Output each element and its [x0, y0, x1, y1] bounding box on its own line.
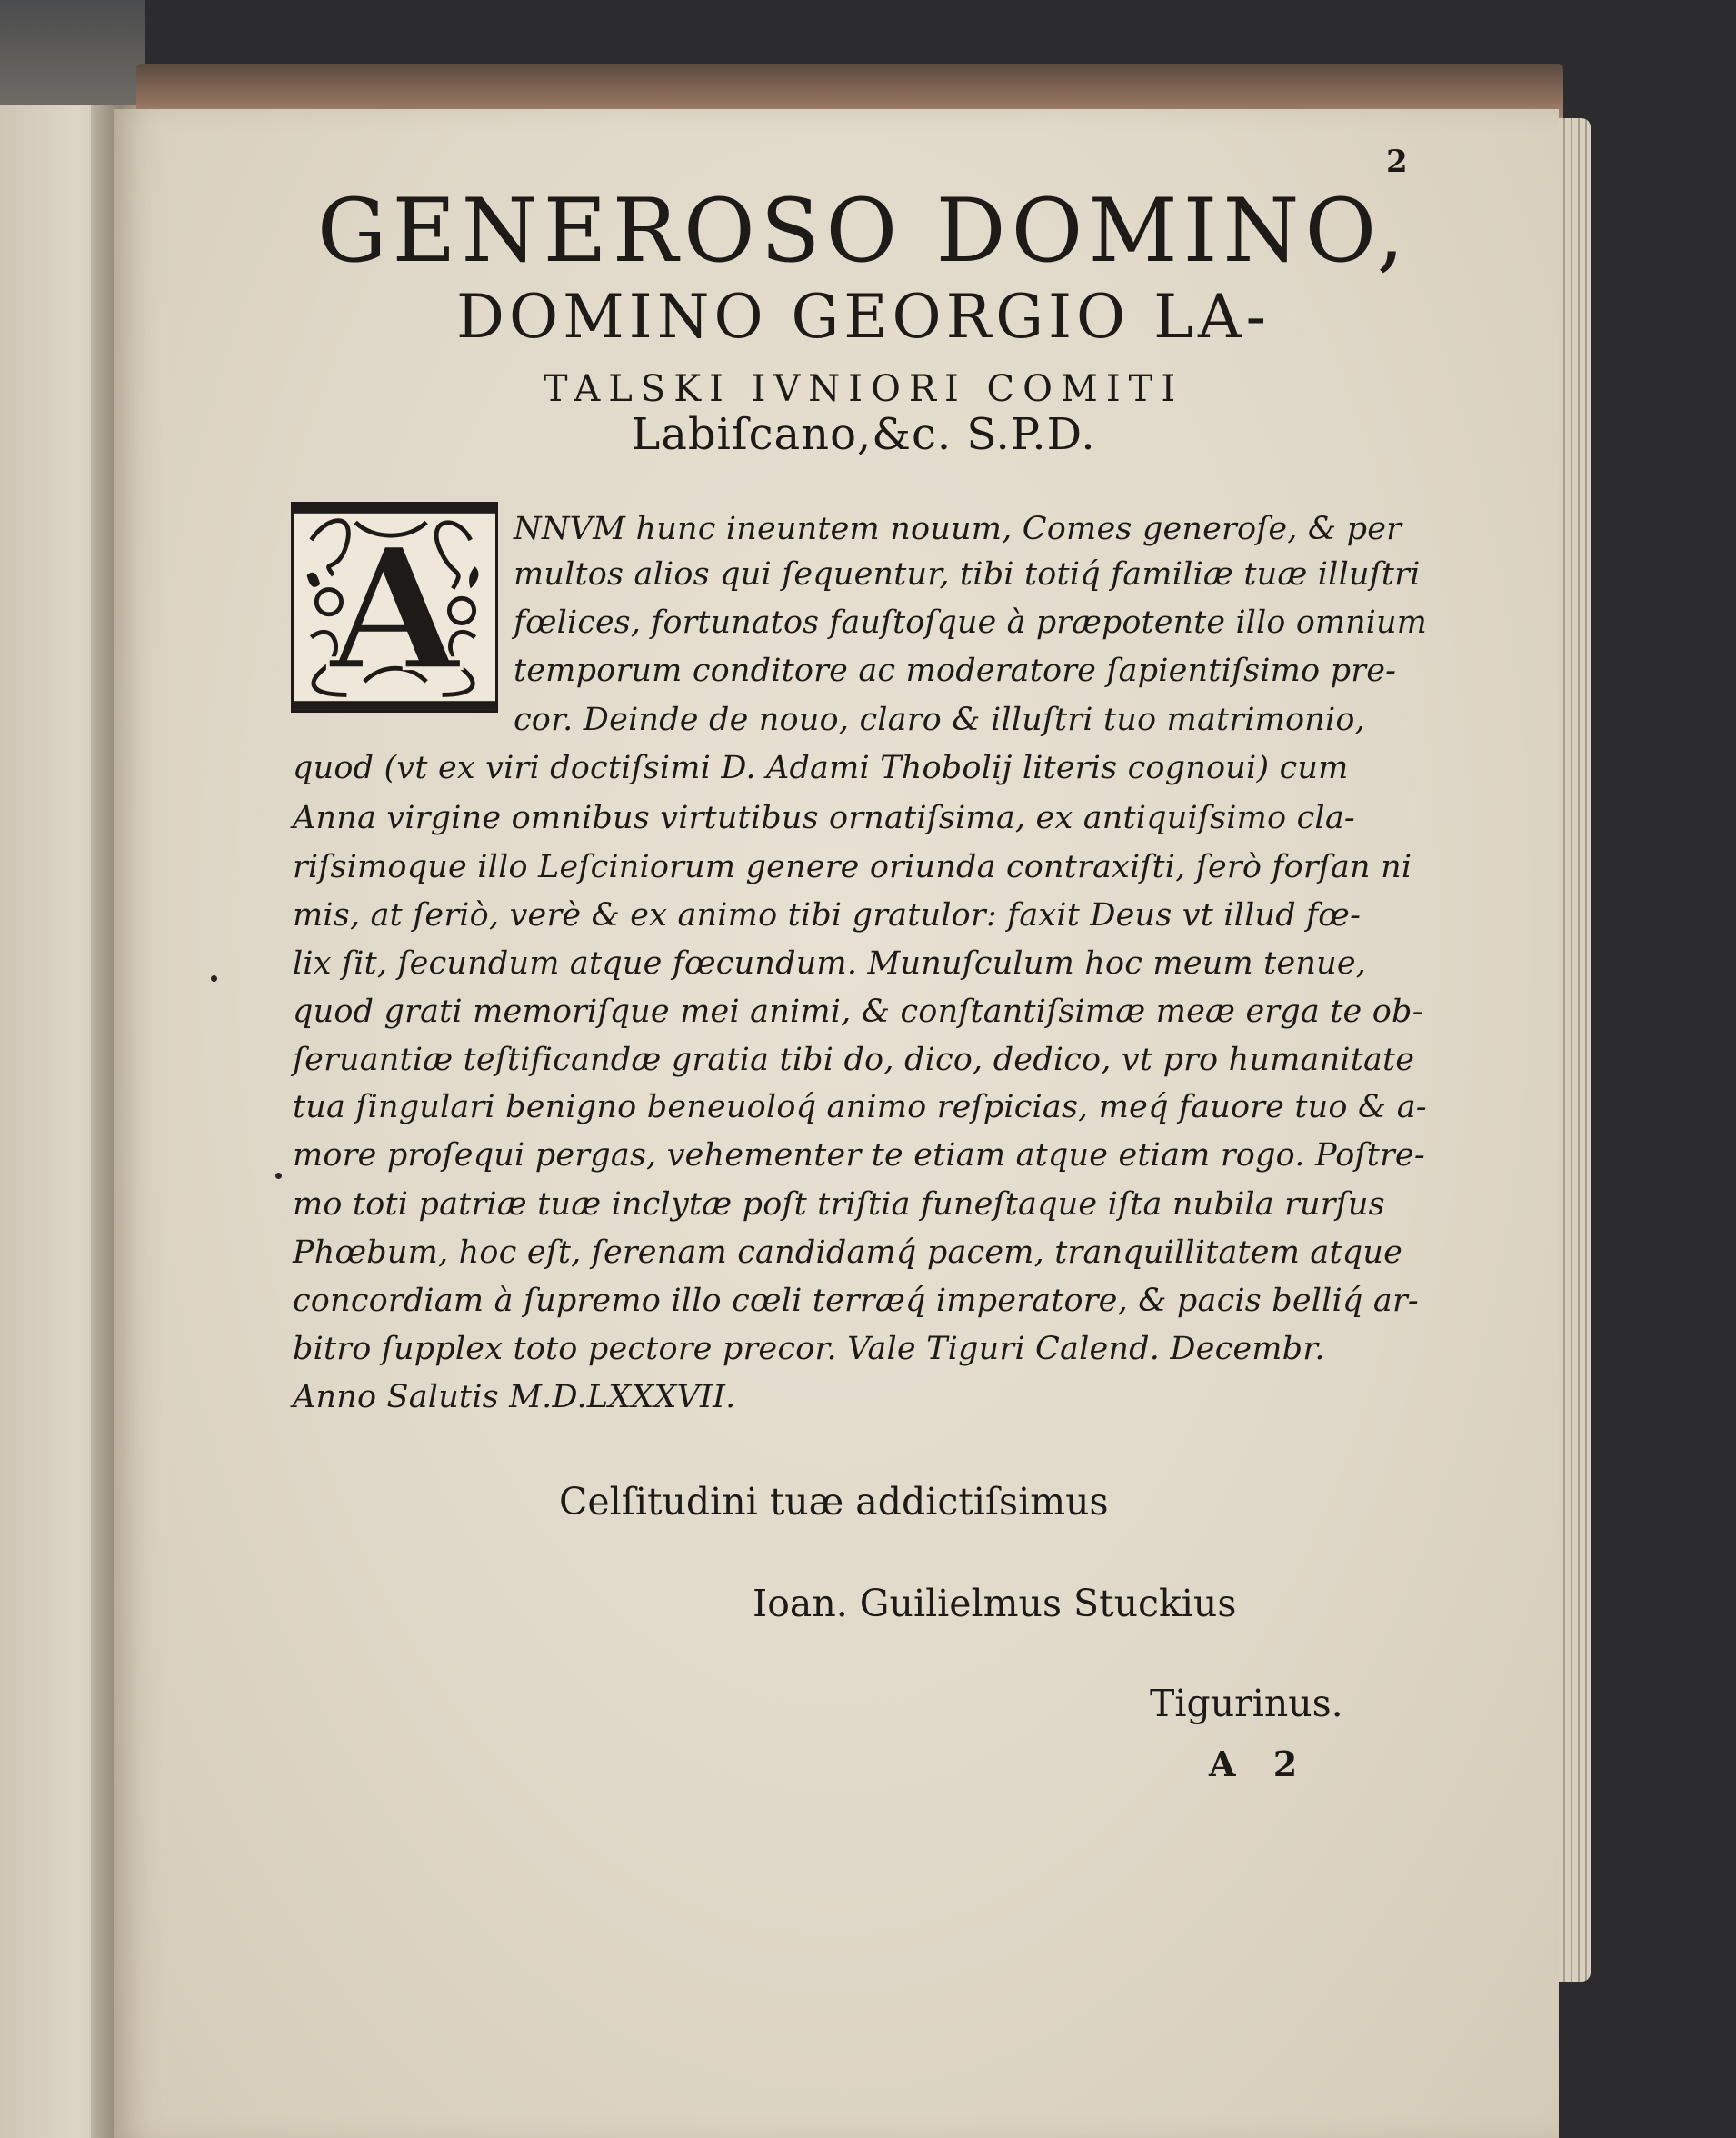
margin-dot — [275, 1173, 282, 1179]
body-line: NNVM hunc ineuntem nouum, Comes generoſe, & per — [514, 511, 1402, 547]
body-line: riſsimoque illo Leſciniorum genere oriunda contraxiſti, ſerò forſan ni — [293, 849, 1412, 885]
margin-dot — [211, 975, 217, 982]
body-line: fœlices, fortunatos fauſtoſque à præpotente illo omnium — [514, 604, 1427, 641]
body-line: quod (vt ex viri doctiſsimi D. Adami Thobolij literis cognoui) cum — [293, 750, 1349, 786]
page-number: 2 — [1386, 144, 1408, 180]
body-line: concordiam à ſupremo illo cœli terræq́ imperatore, & pacis belliq́ ar- — [293, 1283, 1419, 1319]
body-line: cor. Deinde de nouo, claro & illuſtri tuo matrimonio, — [514, 702, 1365, 738]
decorated-initial — [291, 502, 498, 713]
ornament-icon — [294, 505, 495, 710]
body-line: Anna virgine omnibus virtutibus ornatiſsima, ex antiquiſsimo cla- — [293, 800, 1355, 836]
closing-line-2: Ioan. Guilielmus Stuckius — [753, 1582, 1237, 1625]
body-line: more proſequi pergas, vehementer te etiam atque etiam rogo. Poſtre- — [293, 1137, 1425, 1174]
signature-mark: A 2 — [1209, 1743, 1311, 1784]
closing-line-3: Tigurinus. — [1150, 1682, 1343, 1725]
body-line: multos alios qui ſequentur, tibi totiq́ familiæ tuæ illuſtri — [514, 556, 1421, 593]
body-line: tua ſingulari benigno beneuoloq́ animo reſpicias, meq́ fauore tuo & a- — [293, 1089, 1427, 1125]
body-line: Anno Salutis M.D.LXXXVII. — [293, 1379, 736, 1415]
body-line: quod grati memoriſque mei animi, & conſtantiſsimæ meæ erga te ob- — [293, 994, 1423, 1030]
book-cover-corner — [0, 0, 145, 109]
body-line: ſeruantiæ teſtificandæ gratia tibi do, dico, dedico, vt pro humanitate — [293, 1042, 1415, 1078]
heading-line-2: DOMINO GEORGIO LA- — [456, 282, 1271, 352]
body-line: temporum conditore ac moderatore ſapientiſsimo pre- — [514, 653, 1397, 689]
svg-text:A: A — [329, 510, 460, 709]
closing-line-1: Celſitudini tuæ addictiſsimus — [559, 1480, 1109, 1524]
body-line: bitro ſupplex toto pectore precor. Vale Tiguri Calend. Decembr. — [293, 1331, 1325, 1367]
heading-line-4: Labiſcano,&c. S.P.D. — [631, 409, 1096, 460]
body-line: mis, at ſeriò, verè & ex animo tibi gratulor: faxit Deus vt illud fœ- — [293, 897, 1362, 934]
body-line: Phœbum, hoc eſt, ſerenam candidamq́ pacem, tranquillitatem atque — [293, 1234, 1403, 1271]
body-line: mo toti patriæ tuæ inclytæ poſt triſtia funeſtaque iſta nubila rurſus — [293, 1186, 1385, 1223]
body-line: lix ſit, ſecundum atque fœcundum. Munuſculum hoc meum tenue, — [293, 945, 1367, 982]
heading-line-3: TALSKI IVNIORI COMITI — [543, 368, 1184, 410]
heading-line-1: GENEROSO DOMINO, — [316, 180, 1411, 282]
